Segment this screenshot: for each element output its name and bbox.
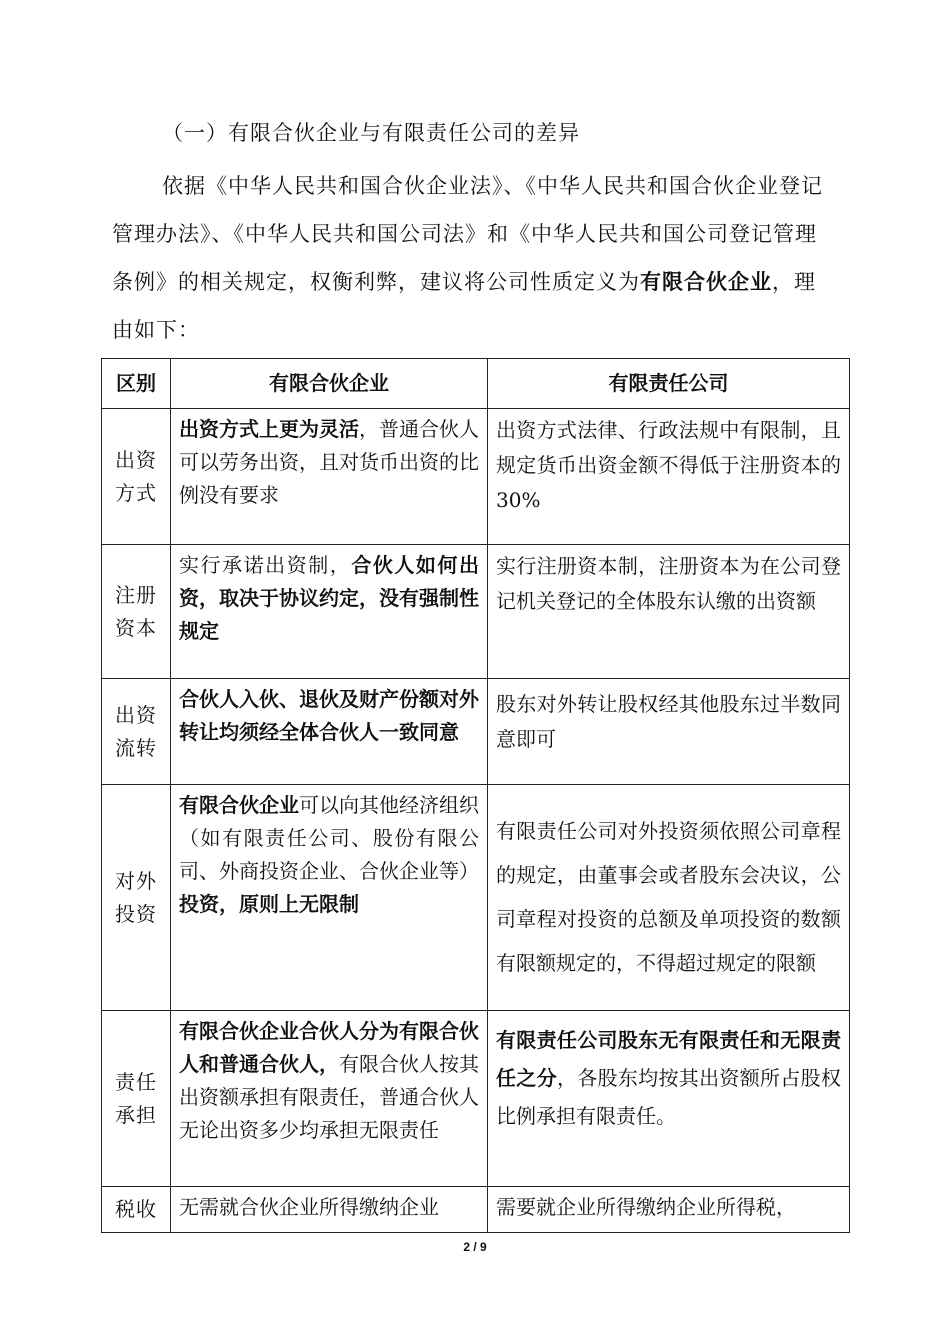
llc-cell: 需要就企业所得缴纳企业所得税， [488, 1187, 850, 1233]
row-label: 对外 投资 [102, 785, 171, 1011]
intro-line-3: 条例》的相关规定，权衡利弊，建议将公司性质定义为有限合伙企业，理 [112, 269, 816, 294]
table-row [102, 785, 850, 1011]
page-number: 2 / 9 [463, 1240, 487, 1254]
llc-cell: 有限责任公司对外投资须依照公司章程的规定，由董事会或者股东会决议，公司章程对投资的总额及单项投资的数额有限额规定的，不得超过规定的限额 [488, 785, 850, 1011]
table-row [102, 409, 850, 545]
lp-cell: 合伙人入伙、退伙及财产份额对外转让均须经全体合伙人一致同意 [171, 679, 488, 785]
table-row [102, 1011, 850, 1187]
row-label: 出资 流转 [102, 679, 171, 785]
comparison-table [101, 358, 850, 1233]
lp-cell: 实行承诺出资制，合伙人如何出资，取决于协议约定，没有强制性规定 [171, 545, 488, 679]
lp-cell: 出资方式上更为灵活，普通合伙人可以劳务出资，且对货币出资的比例没有要求 [171, 409, 488, 545]
table-header-row [102, 359, 850, 409]
intro-line-2: 管理办法》、《中华人民共和国公司法》和《中华人民共和国公司登记管理 [112, 222, 817, 246]
table-row [102, 679, 850, 785]
header-limited-partnership: 有限合伙企业 [171, 359, 488, 409]
llc-cell: 实行注册资本制，注册资本为在公司登记机关登记的全体股东认缴的出资额 [488, 545, 850, 679]
llc-cell: 出资方式法律、行政法规中有限制，且规定货币出资金额不得低于注册资本的30% [488, 409, 850, 545]
table-row [102, 1187, 850, 1233]
llc-cell: 股东对外转让股权经其他股东过半数同意即可 [488, 679, 850, 785]
llc-cell: 有限责任公司股东无有限责任和无限责任之分，各股东均按其出资额所占股权比例承担有限责任。 [488, 1011, 850, 1187]
row-label: 责任 承担 [102, 1011, 171, 1187]
lp-cell: 有限合伙企业合伙人分为有限合伙人和普通合伙人，有限合伙人按其出资额承担有限责任，普通合伙人无论出资多少均承担无限责任 [171, 1011, 488, 1187]
lp-cell: 无需就合伙企业所得缴纳企业 [171, 1187, 488, 1233]
header-category: 区别 [102, 359, 171, 409]
intro-line-4: 由如下： [112, 318, 200, 342]
lp-cell: 有限合伙企业可以向其他经济组织（如有限责任公司、股份有限公司、外商投资企业、合伙企业等）投资，原则上无限制 [171, 785, 488, 1011]
table-row [102, 545, 850, 679]
row-label: 税收 [102, 1187, 171, 1233]
header-llc: 有限责任公司 [488, 359, 850, 409]
row-label: 出资 方式 [102, 409, 171, 545]
row-label: 注册 资本 [102, 545, 171, 679]
intro-line-1: 依据《中华人民共和国合伙企业法》、《中华人民共和国合伙企业登记 [162, 174, 823, 198]
intro-bold-term: 有限合伙企业 [640, 269, 772, 294]
section-heading: （一）有限合伙企业与有限责任公司的差异 [162, 121, 580, 145]
